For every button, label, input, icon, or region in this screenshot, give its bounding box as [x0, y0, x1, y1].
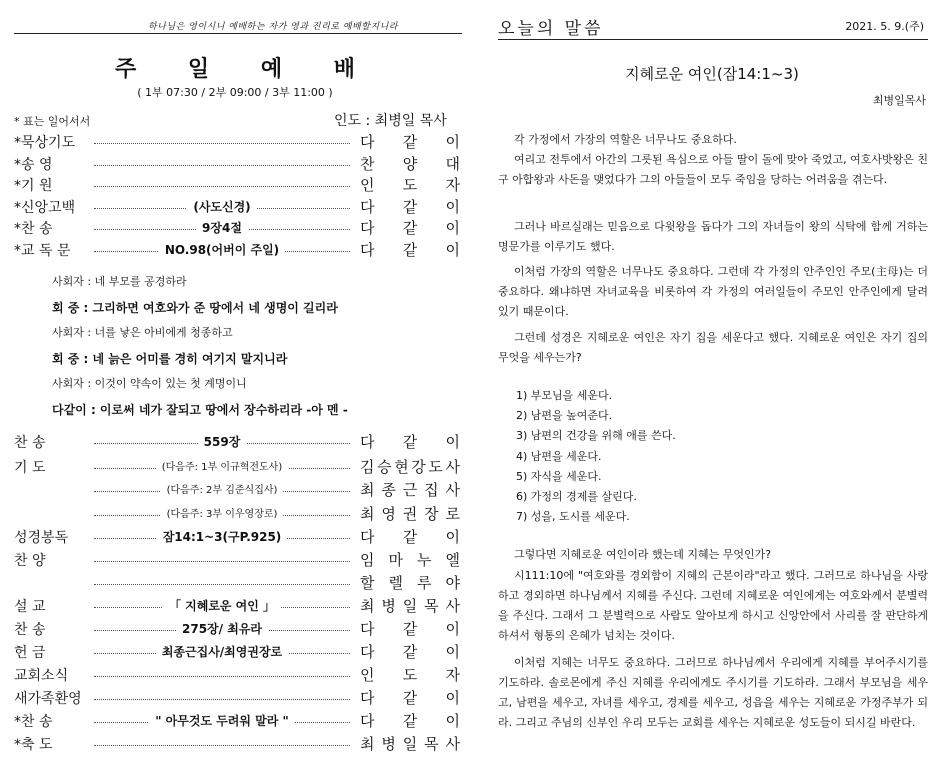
order-label: *송 영	[14, 156, 53, 173]
order-detail: (다음주: 2부 김준식집사)	[94, 481, 350, 496]
order-detail: 9장4절	[94, 219, 350, 236]
sermon-page	[478, 0, 946, 772]
congregation-line: 회 중 : 그리하면 여호와가 준 땅에서 네 생명이 길리라	[52, 300, 338, 315]
order-label: 찬 송	[14, 435, 46, 451]
order-row	[14, 480, 460, 502]
order-person: 최 병 일 목 사	[360, 597, 460, 615]
sermon-list-item: 6) 가정의 경제를 살린다.	[516, 490, 637, 503]
order-person: 인 도 자	[360, 666, 460, 684]
order-row	[14, 688, 460, 710]
order-row	[14, 550, 460, 572]
order-row	[14, 132, 460, 154]
dotted-leader	[94, 165, 350, 166]
order-detail: NO.98(어버이 주일)	[94, 241, 350, 258]
order-person: 최 종 근 집 사	[360, 481, 460, 499]
order-label: 헌 금	[14, 645, 46, 661]
order-label: *찬 송	[14, 221, 53, 238]
header-motto: 하나님은 영이시니 예배하는 자가 영과 진리로 예배할지니라	[148, 22, 399, 32]
order-person: 임 마 누 엘	[360, 551, 460, 569]
order-person: 다 같 이	[360, 689, 460, 707]
order-detail: 「 지혜로운 여인 」	[94, 597, 350, 614]
sermon-list-item: 4) 남편을 세운다.	[516, 449, 602, 463]
sermon-list-item: 3) 남편의 건강을 위해 애를 쓴다.	[516, 429, 676, 443]
dotted-leader	[94, 584, 350, 585]
order-label: 기 도	[14, 460, 46, 476]
header-divider	[14, 33, 462, 34]
sermon-list-item: 5) 자식을 세운다.	[516, 469, 602, 483]
order-person: 최 병 일 목 사	[360, 735, 460, 753]
order-row	[14, 197, 460, 219]
order-row	[14, 573, 460, 595]
sermon-paragraph: 그렇다면 지혜로운 여인이라 했는데 지혜는 무엇인가?	[514, 548, 772, 561]
sermon-paragraph: 이처럼 지혜는 너무도 중요하다. 그러므로 하나님께서 우리에게 지혜를 부어주시기를 기도하라. 솔로몬에게 주신 지혜를 우리에게도 주시기를 기도하라. 그래서 부모님을 세우고, 남편을 세우고, 자녀를 세우고, 경제를 세우고, 성읍을 세우는 지혜로운 가정주부가 되라. 그리고 주님의 신부인 우리 모두는 교회를 세우는 지혜로운 성도들이 되시길 바란다.	[498, 656, 928, 729]
order-label: *묵상기도	[14, 135, 76, 151]
order-label: 새가족환영	[14, 691, 82, 707]
order-row	[14, 619, 460, 641]
dotted-leader	[94, 699, 350, 700]
order-detail: 559장	[94, 433, 350, 450]
leader-line: 사회자 : 네 부모를 공경하라	[52, 275, 187, 288]
dotted-leader	[94, 745, 350, 746]
order-row	[14, 504, 460, 526]
service-title: 주 일 예 배	[115, 57, 377, 82]
order-detail: (다음주: 3부 이우영장로)	[94, 505, 350, 520]
order-row	[14, 642, 460, 664]
order-person: 다 같 이	[360, 133, 460, 151]
order-row	[14, 596, 460, 618]
order-label: *교 독 문	[14, 243, 71, 259]
sermon-list-item: 7) 성을, 도시를 세운다.	[516, 510, 630, 524]
order-person: 인 도 자	[360, 176, 460, 195]
order-label: *축 도	[14, 737, 53, 753]
order-label: 설 교	[14, 599, 46, 615]
order-person: 다 같 이	[360, 197, 460, 216]
order-person: 다 같 이	[360, 712, 460, 730]
dotted-leader	[94, 143, 350, 144]
order-row	[14, 218, 460, 240]
order-label: 찬 송	[14, 622, 46, 638]
sermon-paragraph: 그러나 바르실래는 믿음으로 다윗왕을 돕다가 그의 자녀들이 왕의 식탁에 함께 거하는 명문가를 이루기도 했다.	[498, 220, 928, 253]
service-times: ( 1부 07:30 / 2부 09:00 / 3부 11:00 )	[137, 86, 333, 99]
order-person: 찬 양 대	[360, 154, 460, 173]
order-row	[14, 175, 460, 197]
order-detail: (다음주: 1부 이규혁전도사)	[94, 458, 350, 473]
order-person: 할 렐 루 야	[360, 574, 460, 592]
leader-line: 사회자 : 너를 낳은 아비에게 청종하고	[52, 326, 233, 339]
order-person: 다 같 이	[360, 241, 460, 259]
sermon-paragraph: 그런데 성경은 지혜로운 여인은 자기 집을 세운다고 했다. 지혜로운 여인은 자기 집의 무엇을 세우는가?	[498, 331, 928, 364]
sermon-paragraph: 여리고 전투에서 아간의 그릇된 욕심으로 아들 딸이 돌에 맞아 죽었고, 여호사밧왕은 친구 아합왕과 사돈을 맺었다가 그의 아들들이 모두 죽임을 당하는 어려움을 겪는다.	[498, 153, 928, 186]
sermon-paragraph: 각 가정에서 가장의 역할은 너무나도 중요하다.	[514, 133, 737, 146]
order-row	[14, 432, 460, 454]
order-person: 다 같 이	[360, 219, 460, 238]
header-divider	[498, 39, 928, 40]
congregation-line: 다같이 : 이로써 네가 잘되고 땅에서 장수하리라 -아 멘 -	[52, 402, 348, 417]
dotted-leader	[94, 676, 350, 677]
order-person: 다 같 이	[360, 528, 460, 546]
section-title: 오늘의 말씀	[498, 19, 604, 39]
order-detail: 잠14:1~3(구P.925)	[94, 528, 350, 545]
order-label: 찬 양	[14, 553, 46, 569]
date: 2021. 5. 9.(주)	[845, 20, 924, 33]
leader-line: 사회자 : 이것이 약속이 있는 첫 계명이니	[52, 377, 247, 390]
order-label: 교회소식	[14, 668, 69, 684]
sermon-paragraph: 시111:10에 "여호와를 경외함이 지혜의 근본이라"라고 했다. 그러므로 하나님을 사랑하고 경외하면 하나님께서 지혜를 주신다. 그런데 지혜로운 여인에게는 여호와께서 분별력을 주신다. 그래서 그 분별력으로 사람도 알아보게 하시고 신앙안에서 사리를 잘 판단하게 하셔서 형통의 은혜가 넘치는 것이다.	[498, 569, 928, 642]
order-person: 김 승 현 강 도 사	[360, 458, 460, 476]
sermon-list-item: 1) 부모님을 세운다.	[516, 389, 613, 402]
stand-note: * 표는 일어서서	[14, 115, 91, 128]
order-row	[14, 240, 460, 262]
order-label: *찬 송	[14, 714, 53, 730]
leader-name: 인도 : 최병일 목사	[334, 113, 447, 129]
order-row	[14, 457, 460, 479]
order-label: *기 원	[14, 178, 53, 195]
sermon-title: 지혜로운 여인(잠14:1~3)	[625, 65, 799, 83]
dotted-leader	[94, 186, 350, 187]
order-detail: 275장/ 최유라	[94, 620, 350, 637]
sermon-list-item: 2) 남편을 높여준다.	[516, 409, 613, 423]
dotted-leader	[94, 561, 350, 562]
order-person: 최 영 권 장 로	[360, 505, 460, 523]
order-label: *신앙고백	[14, 199, 76, 216]
order-row	[14, 527, 460, 549]
sermon-paragraph: 이처럼 가장의 역할은 너무나도 중요하다. 그런데 각 가정의 안주인인 주모(主母)는 더 중요하다. 왜냐하면 자녀교육을 비롯하여 각 가정의 여러일들이 주모인 안주인에게 달려 있기 때문이다.	[498, 265, 928, 318]
congregation-line: 회 중 : 네 늙은 어미를 경히 여기지 말지니라	[52, 351, 288, 366]
order-detail: 최종근집사/최영권장로	[94, 643, 350, 660]
order-row	[14, 665, 460, 687]
sermon-author: 최병일목사	[872, 94, 926, 107]
worship-order-page	[0, 0, 470, 772]
order-detail: (사도신경)	[94, 198, 350, 215]
order-label: 성경봉독	[14, 530, 69, 546]
order-row	[14, 154, 460, 176]
order-person: 다 같 이	[360, 433, 460, 451]
order-person: 다 같 이	[360, 620, 460, 638]
order-row	[14, 711, 460, 733]
order-detail: " 아무것도 두려워 말라 "	[94, 712, 350, 729]
order-person: 다 같 이	[360, 643, 460, 661]
order-row	[14, 734, 460, 756]
